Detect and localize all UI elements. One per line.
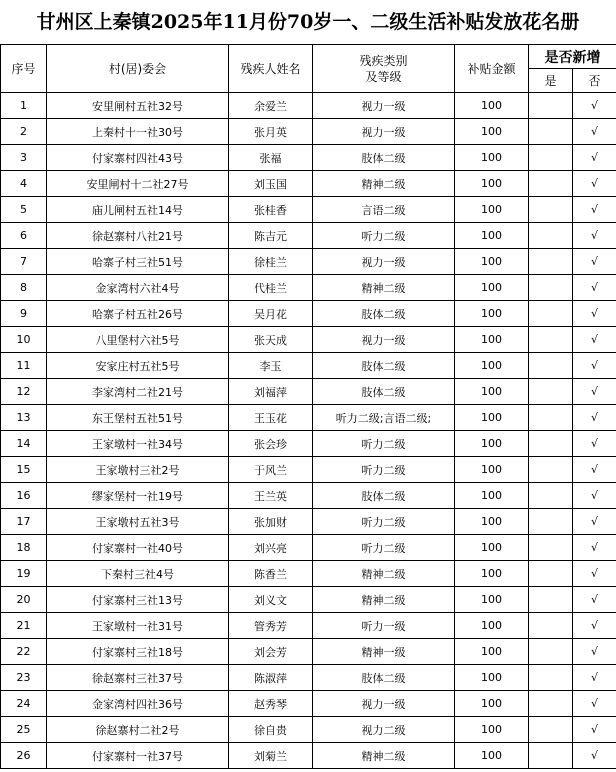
cell-no: √ — [573, 93, 616, 119]
cell-seq: 20 — [1, 587, 47, 613]
cell-yes — [529, 639, 573, 665]
cell-category: 视力一级 — [313, 249, 455, 275]
cell-category: 听力二级 — [313, 535, 455, 561]
table-row — [1, 223, 616, 249]
cell-no: √ — [573, 639, 616, 665]
cell-seq: 10 — [1, 327, 47, 353]
table-row — [1, 665, 616, 691]
cell-seq: 17 — [1, 509, 47, 535]
header-category-label: 残疾类别 及等级 — [359, 53, 408, 84]
cell-seq: 16 — [1, 483, 47, 509]
cell-village: 东王堡村五社51号 — [47, 405, 229, 431]
cell-amount: 100 — [455, 197, 529, 223]
table-row — [1, 535, 616, 561]
cell-no: √ — [573, 535, 616, 561]
cell-category: 肢体二级 — [313, 379, 455, 405]
cell-amount: 100 — [455, 613, 529, 639]
cell-name: 王玉花 — [229, 405, 313, 431]
cell-category: 听力二级 — [313, 509, 455, 535]
cell-category: 精神二级 — [313, 171, 455, 197]
header-yes: 是 — [529, 69, 573, 93]
cell-no: √ — [573, 665, 616, 691]
cell-amount: 100 — [455, 743, 529, 769]
cell-seq: 19 — [1, 561, 47, 587]
cell-no: √ — [573, 717, 616, 743]
cell-village: 李家湾村二社21号 — [47, 379, 229, 405]
cell-category: 精神二级 — [313, 743, 455, 769]
cell-no: √ — [573, 275, 616, 301]
cell-name: 张福 — [229, 145, 313, 171]
cell-no: √ — [573, 171, 616, 197]
roster-table — [0, 44, 616, 769]
cell-yes — [529, 431, 573, 457]
cell-no: √ — [573, 249, 616, 275]
cell-yes — [529, 457, 573, 483]
cell-amount: 100 — [455, 119, 529, 145]
cell-village: 王家墩村一社31号 — [47, 613, 229, 639]
cell-no: √ — [573, 431, 616, 457]
cell-village: 王家墩村五社3号 — [47, 509, 229, 535]
cell-yes — [529, 171, 573, 197]
cell-no: √ — [573, 301, 616, 327]
cell-amount: 100 — [455, 639, 529, 665]
cell-category: 精神二级 — [313, 275, 455, 301]
cell-seq: 25 — [1, 717, 47, 743]
cell-seq: 24 — [1, 691, 47, 717]
cell-category: 肢体二级 — [313, 145, 455, 171]
cell-yes — [529, 197, 573, 223]
cell-amount: 100 — [455, 301, 529, 327]
cell-village: 徐赵寨村八社21号 — [47, 223, 229, 249]
cell-yes — [529, 249, 573, 275]
header-is-new: 是否新增 — [529, 45, 616, 69]
cell-amount: 100 — [455, 457, 529, 483]
cell-name: 张加财 — [229, 509, 313, 535]
cell-amount: 100 — [455, 327, 529, 353]
cell-seq: 2 — [1, 119, 47, 145]
cell-category: 精神二级 — [313, 561, 455, 587]
cell-seq: 22 — [1, 639, 47, 665]
cell-seq: 21 — [1, 613, 47, 639]
cell-no: √ — [573, 145, 616, 171]
cell-seq: 1 — [1, 93, 47, 119]
cell-no: √ — [573, 379, 616, 405]
cell-amount: 100 — [455, 561, 529, 587]
cell-amount: 100 — [455, 535, 529, 561]
cell-category: 视力一级 — [313, 93, 455, 119]
table-row — [1, 405, 616, 431]
cell-name: 张月英 — [229, 119, 313, 145]
cell-seq: 3 — [1, 145, 47, 171]
cell-name: 王兰英 — [229, 483, 313, 509]
cell-no: √ — [573, 483, 616, 509]
table-row — [1, 353, 616, 379]
cell-yes — [529, 717, 573, 743]
cell-village: 付家寨村四社43号 — [47, 145, 229, 171]
cell-amount: 100 — [455, 223, 529, 249]
cell-seq: 14 — [1, 431, 47, 457]
cell-name: 刘玉国 — [229, 171, 313, 197]
cell-name: 李玉 — [229, 353, 313, 379]
cell-category: 视力一级 — [313, 119, 455, 145]
cell-seq: 9 — [1, 301, 47, 327]
cell-name: 刘福萍 — [229, 379, 313, 405]
cell-no: √ — [573, 587, 616, 613]
cell-amount: 100 — [455, 665, 529, 691]
cell-name: 代桂兰 — [229, 275, 313, 301]
cell-yes — [529, 145, 573, 171]
cell-yes — [529, 119, 573, 145]
cell-village: 庙儿闸村五社14号 — [47, 197, 229, 223]
table-row — [1, 457, 616, 483]
table-row — [1, 119, 616, 145]
cell-yes — [529, 301, 573, 327]
cell-seq: 11 — [1, 353, 47, 379]
cell-yes — [529, 561, 573, 587]
cell-yes — [529, 275, 573, 301]
header-seq: 序号 — [1, 45, 47, 93]
table-row — [1, 561, 616, 587]
table-row — [1, 301, 616, 327]
cell-name: 徐自贵 — [229, 717, 313, 743]
cell-yes — [529, 405, 573, 431]
cell-amount: 100 — [455, 249, 529, 275]
cell-category: 精神一级 — [313, 639, 455, 665]
cell-category: 肢体二级 — [313, 483, 455, 509]
cell-village: 安里闸村十二社27号 — [47, 171, 229, 197]
header-village: 村(居)委会 — [47, 45, 229, 93]
cell-amount: 100 — [455, 93, 529, 119]
header-category — [313, 45, 455, 93]
cell-seq: 18 — [1, 535, 47, 561]
cell-yes — [529, 379, 573, 405]
cell-name: 陈香兰 — [229, 561, 313, 587]
cell-village: 付家寨村一社37号 — [47, 743, 229, 769]
cell-yes — [529, 665, 573, 691]
cell-yes — [529, 483, 573, 509]
table-row — [1, 327, 616, 353]
cell-seq: 13 — [1, 405, 47, 431]
cell-name: 刘会芳 — [229, 639, 313, 665]
table-row — [1, 431, 616, 457]
cell-seq: 4 — [1, 171, 47, 197]
cell-category: 肢体二级 — [313, 301, 455, 327]
cell-name: 张桂香 — [229, 197, 313, 223]
cell-name: 吴月花 — [229, 301, 313, 327]
table-row — [1, 717, 616, 743]
table-row — [1, 93, 616, 119]
cell-name: 于风兰 — [229, 457, 313, 483]
cell-amount: 100 — [455, 379, 529, 405]
cell-category: 肢体二级 — [313, 665, 455, 691]
cell-amount: 100 — [455, 717, 529, 743]
cell-amount: 100 — [455, 275, 529, 301]
cell-category: 言语二级 — [313, 197, 455, 223]
cell-no: √ — [573, 197, 616, 223]
cell-no: √ — [573, 509, 616, 535]
table-row — [1, 249, 616, 275]
cell-village: 八里堡村六社5号 — [47, 327, 229, 353]
cell-seq: 26 — [1, 743, 47, 769]
cell-yes — [529, 613, 573, 639]
header-name: 残疾人姓名 — [229, 45, 313, 93]
cell-amount: 100 — [455, 691, 529, 717]
cell-no: √ — [573, 223, 616, 249]
cell-name: 赵秀琴 — [229, 691, 313, 717]
cell-no: √ — [573, 561, 616, 587]
table-row — [1, 613, 616, 639]
cell-amount: 100 — [455, 587, 529, 613]
cell-yes — [529, 509, 573, 535]
cell-no: √ — [573, 327, 616, 353]
cell-village: 安家庄村五社5号 — [47, 353, 229, 379]
cell-village: 付家寨村三社18号 — [47, 639, 229, 665]
cell-village: 金家湾村四社36号 — [47, 691, 229, 717]
cell-name: 刘兴亮 — [229, 535, 313, 561]
cell-village: 缪家堡村一社19号 — [47, 483, 229, 509]
header-amount: 补贴金额 — [455, 45, 529, 93]
cell-yes — [529, 587, 573, 613]
cell-no: √ — [573, 119, 616, 145]
cell-name: 徐桂兰 — [229, 249, 313, 275]
cell-seq: 15 — [1, 457, 47, 483]
cell-category: 精神二级 — [313, 587, 455, 613]
cell-category: 听力一级 — [313, 613, 455, 639]
cell-amount: 100 — [455, 431, 529, 457]
table-row — [1, 379, 616, 405]
cell-seq: 7 — [1, 249, 47, 275]
cell-category: 视力一级 — [313, 691, 455, 717]
table-row — [1, 587, 616, 613]
cell-village: 徐赵寨村三社37号 — [47, 665, 229, 691]
cell-yes — [529, 93, 573, 119]
cell-no: √ — [573, 691, 616, 717]
cell-name: 陈吉元 — [229, 223, 313, 249]
cell-seq: 8 — [1, 275, 47, 301]
cell-yes — [529, 327, 573, 353]
cell-amount: 100 — [455, 405, 529, 431]
cell-village: 王家墩村三社2号 — [47, 457, 229, 483]
cell-name: 陈淑萍 — [229, 665, 313, 691]
cell-village: 安里闸村五社32号 — [47, 93, 229, 119]
cell-village: 付家寨村一社40号 — [47, 535, 229, 561]
cell-village: 金家湾村六社4号 — [47, 275, 229, 301]
table-row — [1, 483, 616, 509]
table-row — [1, 743, 616, 769]
table-row — [1, 639, 616, 665]
cell-category: 听力二级 — [313, 431, 455, 457]
cell-amount: 100 — [455, 145, 529, 171]
cell-category: 听力二级 — [313, 457, 455, 483]
table-row — [1, 145, 616, 171]
cell-category: 听力二级;言语二级; — [313, 405, 455, 431]
cell-yes — [529, 223, 573, 249]
cell-no: √ — [573, 405, 616, 431]
cell-name: 张天成 — [229, 327, 313, 353]
table-row — [1, 509, 616, 535]
table-row — [1, 171, 616, 197]
cell-seq: 12 — [1, 379, 47, 405]
cell-yes — [529, 691, 573, 717]
cell-village: 上秦村十一社30号 — [47, 119, 229, 145]
cell-name: 刘菊兰 — [229, 743, 313, 769]
cell-name: 张会珍 — [229, 431, 313, 457]
header-no: 否 — [573, 69, 616, 93]
cell-yes — [529, 743, 573, 769]
cell-amount: 100 — [455, 353, 529, 379]
cell-category: 视力二级 — [313, 717, 455, 743]
cell-village: 付家寨村三社13号 — [47, 587, 229, 613]
cell-category: 视力一级 — [313, 327, 455, 353]
cell-village: 徐赵寨村二社2号 — [47, 717, 229, 743]
cell-village: 哈寨子村三社51号 — [47, 249, 229, 275]
table-row — [1, 275, 616, 301]
cell-no: √ — [573, 457, 616, 483]
cell-village: 下秦村三社4号 — [47, 561, 229, 587]
cell-seq: 5 — [1, 197, 47, 223]
document-title: 甘州区上秦镇2025年11月份70岁一、二级生活补贴发放花名册 — [36, 11, 580, 33]
cell-category: 肢体二级 — [313, 353, 455, 379]
cell-seq: 23 — [1, 665, 47, 691]
cell-no: √ — [573, 613, 616, 639]
cell-yes — [529, 535, 573, 561]
cell-seq: 6 — [1, 223, 47, 249]
cell-no: √ — [573, 743, 616, 769]
table-row — [1, 691, 616, 717]
cell-name: 余爱兰 — [229, 93, 313, 119]
cell-name: 管秀芳 — [229, 613, 313, 639]
cell-amount: 100 — [455, 171, 529, 197]
cell-amount: 100 — [455, 483, 529, 509]
cell-yes — [529, 353, 573, 379]
cell-name: 刘义文 — [229, 587, 313, 613]
cell-category: 听力二级 — [313, 223, 455, 249]
table-row — [1, 197, 616, 223]
cell-amount: 100 — [455, 509, 529, 535]
cell-village: 哈寨子村五社26号 — [47, 301, 229, 327]
cell-no: √ — [573, 353, 616, 379]
cell-village: 王家墩村一社34号 — [47, 431, 229, 457]
